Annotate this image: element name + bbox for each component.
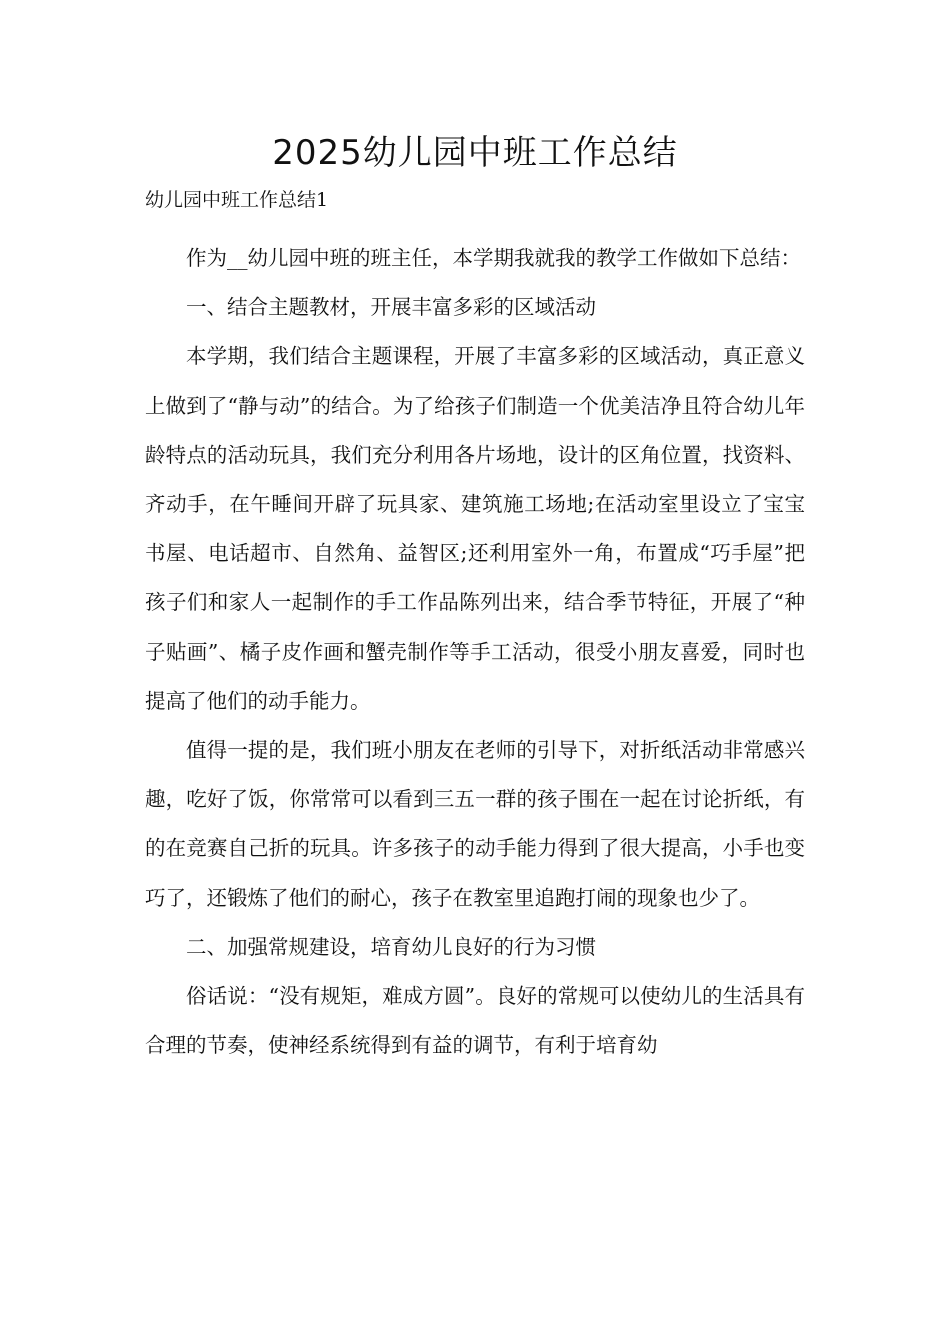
- paragraph-area-activities: 本学期，我们结合主题课程，开展了丰富多彩的区域活动，真正意义上做到了“静与动”的结合。为了给孩子们制造一个优美洁净且符合幼儿年龄特点的活动玩具，我们充分利用各片场地，设计的区角位置，找资料、齐动手，在午睡间开辟了玩具家、建筑施工场地;在活动室里设立了宝宝书屋、电话超市、自然角、益智区;还利用室外一角，布置成“巧手屋”把孩子们和家人一起制作的手工作品陈列出来，结合季节特征，开展了“种子贴画”、橘子皮作画和蟹壳制作等手工活动，很受小朋友喜爱，同时也提高了他们的动手能力。: [145, 344, 805, 713]
- document-title: 2025幼儿园中班工作总结: [272, 133, 678, 173]
- paragraph-intro: 作为__幼儿园中班的班主任，本学期我就我的教学工作做如下总结：: [186, 246, 801, 270]
- section-heading-2: 二、加强常规建设，培育幼儿良好的行为习惯: [186, 934, 596, 959]
- paragraph-origami: 值得一提的是，我们班小朋友在老师的引导下，对折纸活动非常感兴趣，吃好了饭，你常常可以看到三五一群的孩子围在一起在讨论折纸，有的在竞赛自己折的玩具。许多孩子的动手能力得到了很大提高，小手也变巧了，还锻炼了他们的耐心，孩子在教室里追跑打闹的现象也少了。: [145, 738, 805, 910]
- document-subtitle: 幼儿园中班工作总结1: [145, 189, 329, 211]
- section-heading-1: 一、结合主题教材，开展丰富多彩的区域活动: [186, 295, 596, 320]
- document-body: [145, 234, 805, 1070]
- paragraph-routine: 俗话说：“没有规矩，难成方圆”。良好的常规可以使幼儿的生活具有合理的节奏，使神经系统得到有益的调节，有利于培育幼: [145, 984, 805, 1058]
